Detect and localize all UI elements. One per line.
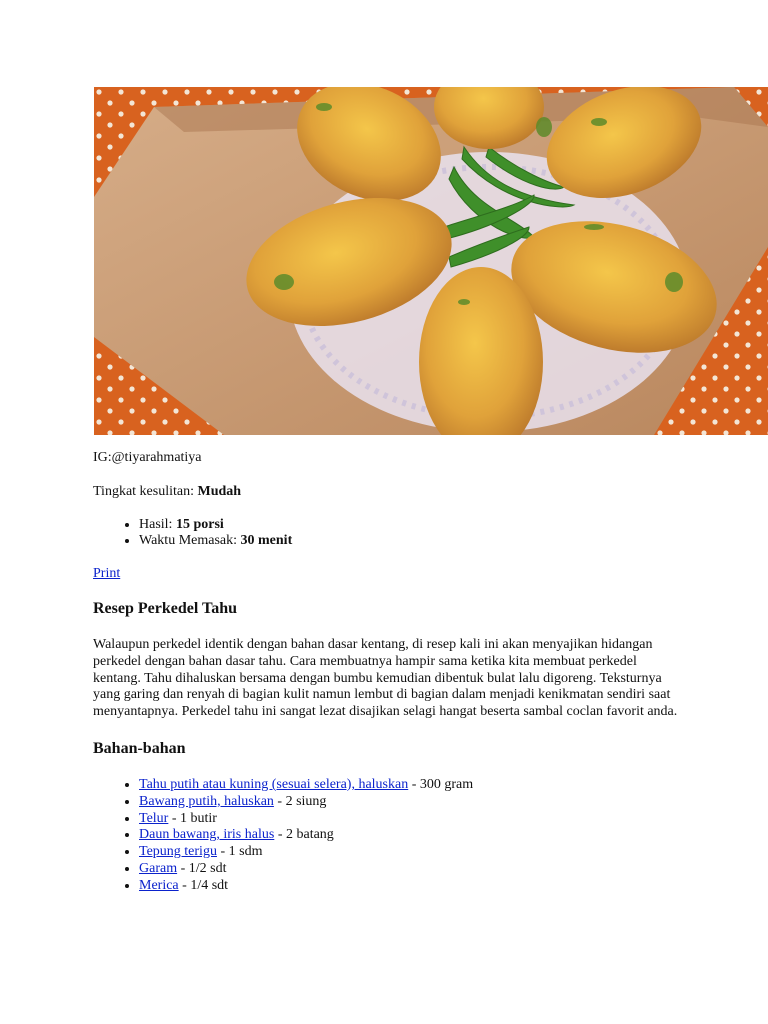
yield-value: 15 porsi (175, 516, 224, 532)
list-item (139, 827, 693, 844)
ingredient-amount: - 1 sdm (216, 844, 263, 860)
ingredient-amount: - 1/2 sdt (177, 860, 227, 876)
ingredient-amount: - 300 gram (408, 776, 474, 792)
list-item (139, 794, 693, 811)
ingredient-link[interactable]: Telur (139, 810, 169, 826)
yield-label: Hasil: (139, 516, 173, 532)
recipe-photo (94, 87, 768, 435)
list-item (139, 861, 693, 878)
list-item (139, 811, 693, 828)
recipe-meta-list (93, 517, 693, 551)
cook-time-label: Waktu Memasak: (139, 533, 238, 549)
difficulty-row (93, 484, 693, 501)
recipe-intro: Walaupun perkedel identik dengan bahan dasar kentang, di resep kali ini akan menyajikan hidangan perkedel dengan bahan dasar tahu. Cara membuatnya hampir sama ketika kita membuat perkedel kentang. Tahu dihaluskan bersama dengan bumbu kemudian dibentuk bulat lalu digoreng. Teksturnya yang garing dan renyah di bagian kulit namun lembut di bagian dalam menjadi kenikmatan sendiri saat menyantapnya. Perkedel tahu ini sangat lezat disajikan selagi hangat beserta sambal coclan favorit anda. (93, 636, 678, 720)
print-row (93, 566, 693, 583)
difficulty-value: Mudah (197, 483, 242, 499)
photo-credit: IG:@tiyarahmatiya (93, 450, 202, 465)
ingredient-amount: - 2 siung (273, 793, 327, 809)
cook-time-value: 30 menit (240, 533, 293, 549)
ingredient-link[interactable]: Daun bawang, iris halus (139, 827, 275, 843)
ingredient-link[interactable]: Merica (139, 877, 179, 893)
ingredient-amount: - 2 batang (274, 827, 334, 843)
ingredients-list (93, 777, 693, 895)
list-item (139, 533, 693, 550)
list-item (139, 844, 693, 861)
difficulty-label: Tingkat kesulitan: (93, 483, 194, 499)
ingredient-link[interactable]: Tepung terigu (139, 844, 217, 860)
perkedel-tahu-image (94, 87, 768, 435)
ingredients-heading: Bahan-bahan (93, 739, 186, 757)
recipe-title: Resep Perkedel Tahu (93, 599, 238, 617)
list-item (139, 517, 693, 534)
ingredient-amount: - 1 butir (168, 810, 217, 826)
ingredient-link[interactable]: Garam (139, 860, 178, 876)
list-item (139, 777, 693, 794)
ingredient-link[interactable]: Bawang putih, haluskan (139, 793, 274, 809)
print-link[interactable]: Print (93, 566, 121, 582)
list-item (139, 878, 693, 895)
ingredient-amount: - 1/4 sdt (178, 877, 229, 893)
ingredient-link[interactable]: Tahu putih atau kuning (sesuai selera), haluskan (139, 776, 409, 792)
recipe-content (93, 450, 693, 895)
